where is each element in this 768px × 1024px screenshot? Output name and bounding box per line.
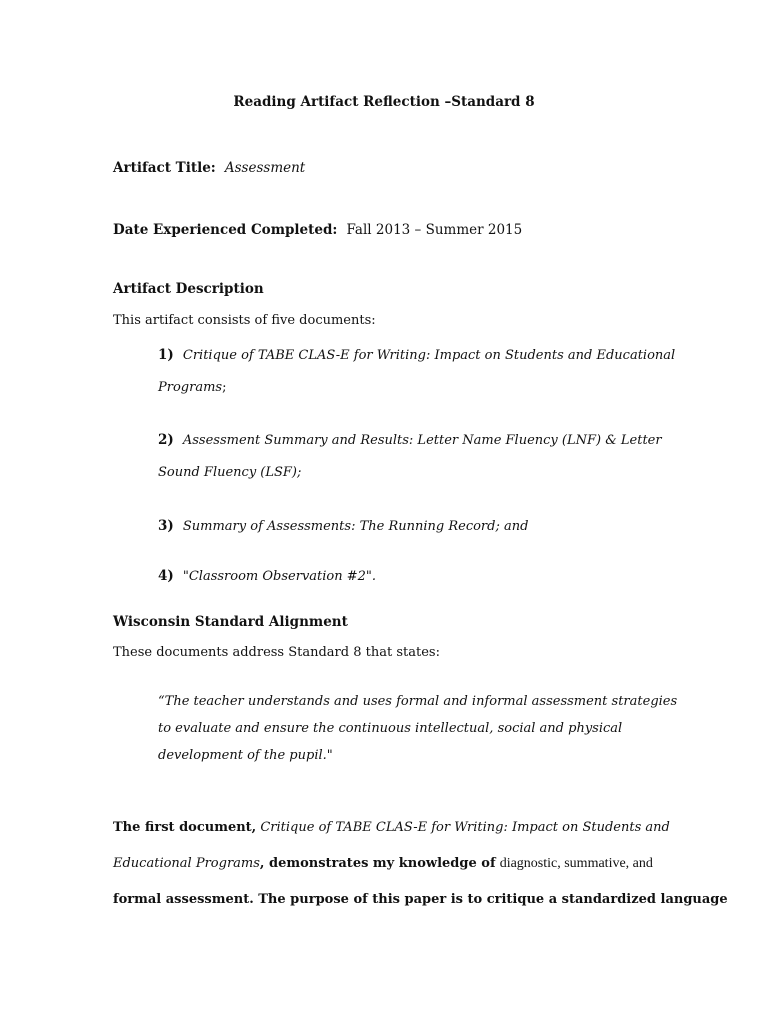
list-item-1-line-1	[158, 344, 675, 363]
artifact-title-label: Artifact Title:	[113, 160, 216, 176]
artifact-title-value: Assessment	[224, 160, 306, 176]
list-item-1-line-2	[158, 380, 226, 395]
artifact-title-row	[113, 157, 305, 176]
standard-quote-line-1: “The teacher understands and uses formal and informal assessment strategies	[158, 694, 678, 709]
list-item-2-line-2: Sound Fluency (LSF);	[158, 465, 302, 480]
list-item-number: 1)	[158, 347, 174, 363]
list-item-suffix: ;	[222, 380, 227, 395]
artifact-description-heading: Artifact Description	[113, 281, 264, 297]
body-document-title-cont: Educational Programs	[113, 856, 260, 871]
alignment-intro: These documents address Standard 8 that states:	[113, 645, 440, 660]
alignment-heading: Wisconsin Standard Alignment	[113, 614, 348, 630]
list-item-text: Critique of TABE CLAS-E for Writing: Impact on Students and Educational	[182, 348, 676, 363]
list-item-3	[158, 515, 528, 534]
page-title: Reading Artifact Reflection –Standard 8	[233, 94, 535, 110]
list-item-text: Programs	[158, 380, 223, 395]
artifact-description-intro: This artifact consists of five documents:	[113, 313, 376, 328]
list-item-number: 3)	[158, 518, 174, 534]
list-item-number: 2)	[158, 432, 174, 448]
body-bold-text: , demonstrates my knowledge of	[259, 856, 496, 871]
body-paragraph-line-2	[113, 856, 653, 872]
standard-quote-line-2: to evaluate and ensure the continuous intellectual, social and physical	[158, 721, 623, 736]
list-item-text: Summary of Assessments: The Running Record; and	[182, 519, 529, 534]
standard-quote-line-3: development of the pupil."	[158, 748, 333, 763]
body-document-title: Critique of TABE CLAS-E for Writing: Impact on Students and	[260, 820, 670, 835]
list-item-number: 4)	[158, 568, 174, 584]
list-item-2-line-1	[158, 429, 662, 448]
date-label: Date Experienced Completed:	[113, 222, 338, 238]
list-item-4	[158, 565, 376, 584]
body-lead: The first document,	[113, 820, 257, 835]
body-paragraph-line-1	[113, 820, 670, 835]
date-row	[113, 219, 522, 238]
list-item-text: Assessment Summary and Results: Letter Name Fluency (LNF) & Letter	[182, 433, 662, 448]
date-value: Fall 2013 – Summer 2015	[346, 222, 523, 238]
list-item-text: "Classroom Observation #2".	[182, 569, 377, 584]
body-paragraph-line-3: formal assessment. The purpose of this paper is to critique a standardized language	[113, 892, 728, 907]
body-plain-text: diagnostic, summative, and	[499, 856, 653, 871]
